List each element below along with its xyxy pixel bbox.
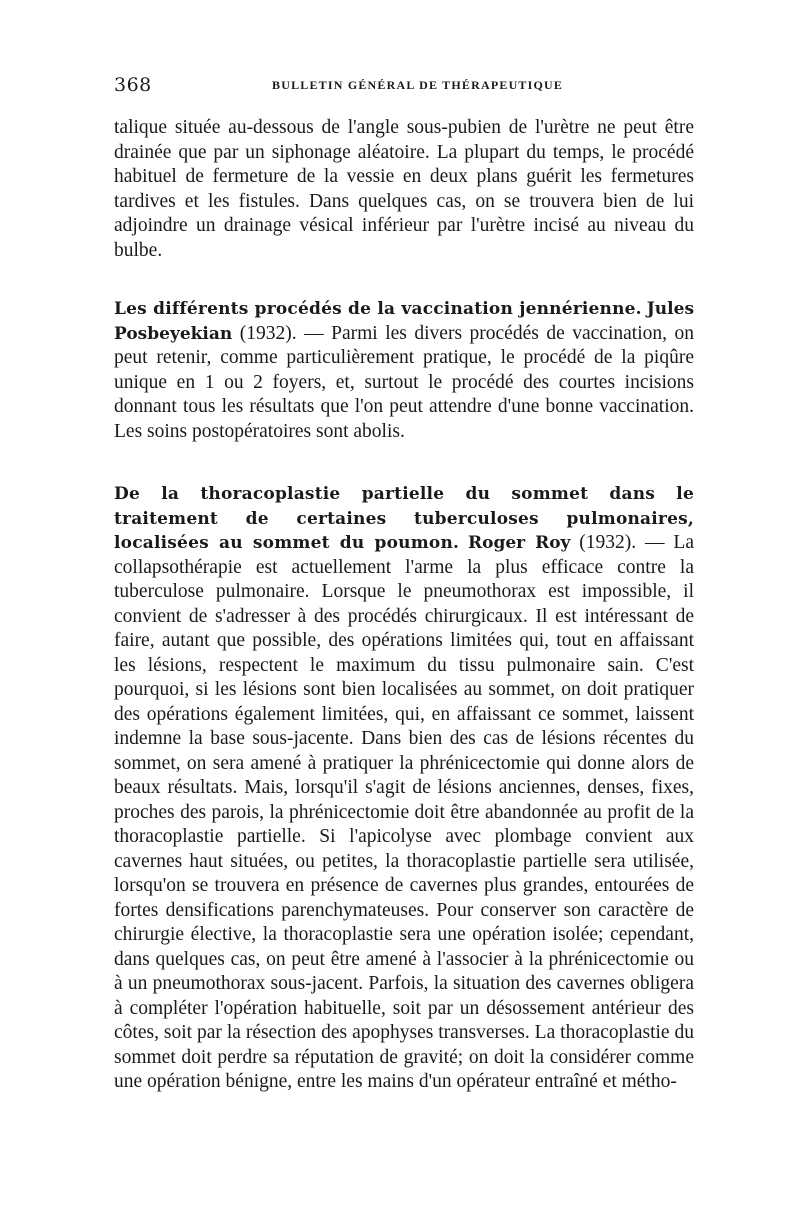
page-header <box>114 74 694 98</box>
article-author: Jules Posbeyekian <box>114 299 695 344</box>
article-year: (1932). <box>570 532 637 553</box>
abstract-vaccination <box>114 297 694 444</box>
article-title: Les différents procédés de la vaccination jennérienne. <box>114 299 642 319</box>
page-number: 368 <box>114 74 152 96</box>
article-body: — La collapsothérapie est actuellement l'arme la plus efficace contre la tuberculose pulmonaire. Lorsque le pneumothorax est impossible, il convient de s'adresser à des procédés chirurgicaux. Il est intéressant de faire, autant que possible, des opérations limitées qui, tout en affaissant les lésions, respectent le maximum du tissu pulmonaire sain. C'est pourquoi, si les lésions sont bien localisées au sommet, on doit pratiquer des opérations également limitées, qui, en affaissant ce sommet, laissent indemne la base sous-jacente. Dans bien des cas de lésions récentes du sommet, on sera amené à pratiquer la phrénicectomie qui donne alors de beaux résultats. Mais, lorsqu'il s'agit de lésions anciennes, denses, fixes, proches des parois, la phrénicectomie doit être abandonnée au profit de la thoracoplastie partielle. Si l'apicolyse avec plombage convient aux cavernes haut situées, ou petites, la thoracoplastie partielle sera utilisée, lorsqu'on se trouvera en présence de cavernes plus grandes, entourées de fortes densifications parenchymateuses. Pour conserver son caractère de chirurgie élective, la thoracoplastie sera une opération isolée; cependant, dans quelques cas, on peut être amené à l'associer à la phrénicectomie ou à un pneumothorax sous-jacent. Parfois, la situation des cavernes obligera à compléter l'opération habituelle, soit par un désossement antérieur des côtes, soit par la résection des apophyses transverses. La thoracoplastie du sommet doit perdre sa réputation de gravité; on doit la considérer comme une opération bénigne, entre les mains d'un opérateur entraîné et métho- <box>114 532 695 1092</box>
article-title: De la thoracoplastie partielle du sommet dans le traitement de certaines tuberculoses pulmonaires, localisées au sommet du poumon. <box>114 484 694 553</box>
article-body: — Parmi les divers procédés de vaccination, on peut retenir, comme particulièrement pratique, le procédé de la piqûre unique en 1 ou 2 foyers, et, surtout le procédé des courtes incisions donnant tous les résultats que l'on peut attendre d'une bonne vaccination. Les soins postopératoires sont abolis. <box>114 322 694 442</box>
article-author: Roger Roy <box>468 533 571 553</box>
paragraph-continuation: talique située au-dessous de l'angle sous-pubien de l'urètre ne peut être drainée que par un siphonage aléatoire. La plupart du temps, le procédé habituel de fermeture de la vessie en deux plans guérit les fermetures tardives et les fistules. Dans quelques cas, on se trouvera bien de lui adjoindre un drainage vésical inférieur par l'urètre incisé au niveau du bulbe. <box>114 117 694 261</box>
article-year: (1932). <box>232 322 297 344</box>
running-title: BULLETIN GÉNÉRAL DE THÉRAPEUTIQUE <box>272 78 564 92</box>
abstract-thoracoplastie <box>114 482 694 1095</box>
